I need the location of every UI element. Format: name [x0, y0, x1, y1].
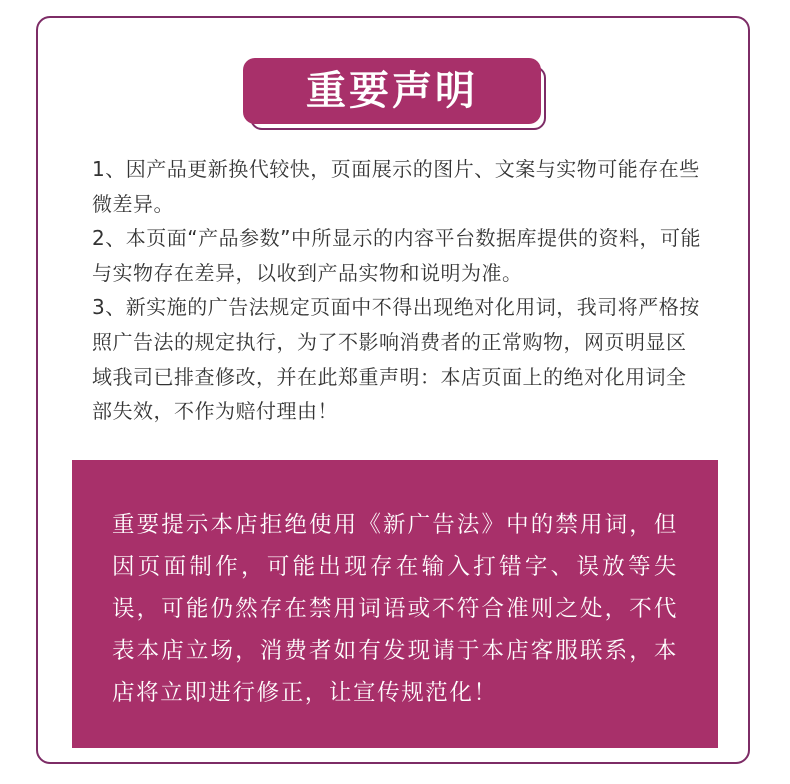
notice-item: 2、本页面“产品参数”中所显示的内容平台数据库提供的资料，可能与实物存在差异，以收到产品实物和说明为准。	[92, 226, 701, 285]
notice-list	[92, 152, 704, 429]
highlight-text: 重要提示本店拒绝使用《新广告法》中的禁用词，但因页面制作，可能出现存在输入打错字、误放等失误，可能仍然存在禁用词语或不符合准则之处，不代表本店立场，消费者如有发现请于本店客服联系，本店将立即进行修正，让宣传规范化！	[112, 512, 678, 706]
page-title: 重要声明	[306, 68, 478, 114]
title-banner	[243, 58, 541, 124]
highlight-panel	[72, 460, 718, 748]
notice-item: 1、因产品更新换代较快，页面展示的图片、文案与实物可能存在些微差异。	[92, 157, 700, 216]
notice-item: 3、新实施的广告法规定页面中不得出现绝对化用词，我司将严格按照广告法的规定执行，为了不影响消费者的正常购物，网页明显区域我司已排查修改，并在此郑重声明：本店页面上的绝对化用词全部失效，不作为赔付理由！	[92, 295, 700, 424]
